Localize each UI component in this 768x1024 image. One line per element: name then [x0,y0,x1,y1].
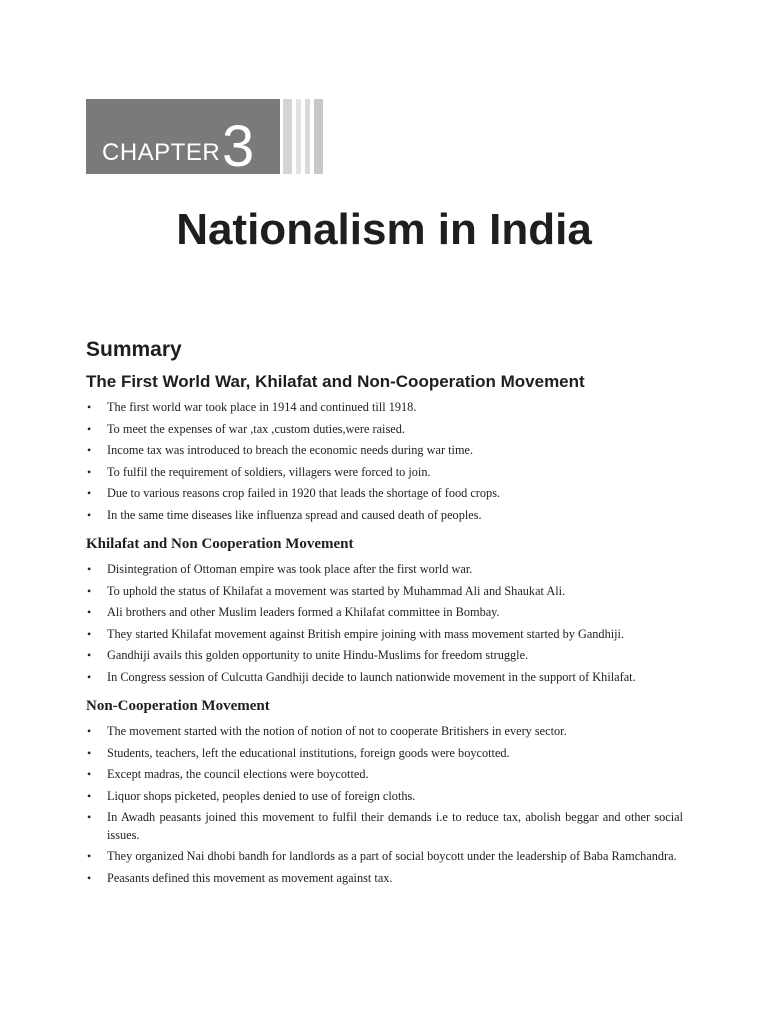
decorative-stripe [283,99,292,174]
list-item: • Ali brothers and other Muslim leaders formed a Khilafat committee in Bombay. [86,604,683,622]
list-item: • To meet the expenses of war ,tax ,custom duties,were raised. [86,421,683,439]
decorative-stripe [314,99,323,174]
decorative-stripe [296,99,301,174]
section-heading: The First World War, Khilafat and Non-Cooperation Movement [86,372,585,391]
list-item: • In Awadh peasants joined this movement to fulfil their demands i.e to reduce tax, abolish beggar and other social issues. [86,809,683,844]
chapter-summary [86,338,683,891]
summary-heading: Summary [86,338,182,361]
list-item: • They organized Nai dhobi bandh for landlords as a part of social boycott under the leadership of Baba Ramchandra. [86,848,683,866]
list-item: • Due to various reasons crop failed in 1920 that leads the shortage of food crops. [86,485,683,503]
list-item: • Disintegration of Ottoman empire was took place after the first world war. [86,561,683,579]
list-item: • Liquor shops picketed, peoples denied to use of foreign cloths. [86,788,683,806]
list-item: • In Congress session of Culcutta Gandhiji decide to launch nationwide movement in the support of Khilafat. [86,669,683,687]
bullet-list [86,723,683,887]
list-item: • To uphold the status of Khilafat a movement was started by Muhammad Ali and Shaukat Ali. [86,583,683,601]
list-item: • Gandhiji avails this golden opportunity to unite Hindu-Muslims for freedom struggle. [86,647,683,665]
list-item: • They started Khilafat movement against British empire joining with mass movement started by Gandhiji. [86,626,683,644]
chapter-label: CHAPTER [102,139,221,166]
chapter-number: 3 [222,114,255,179]
list-item: • Except madras, the council elections were boycotted. [86,766,683,784]
bullet-list [86,561,683,686]
bullet-list [86,399,683,524]
chapter-banner [86,99,280,179]
list-item: • To fulfil the requirement of soldiers, villagers were forced to join. [86,464,683,482]
list-item: • The movement started with the notion of notion of not to cooperate Britishers in every sector. [86,723,683,741]
page-title: Nationalism in India [176,205,592,254]
section-heading: Khilafat and Non Cooperation Movement [86,536,354,552]
list-item: • Students, teachers, left the educational institutions, foreign goods were boycotted. [86,745,683,763]
list-item: • The first world war took place in 1914 and continued till 1918. [86,399,683,417]
list-item: • In the same time diseases like influenza spread and caused death of peoples. [86,507,683,525]
list-item: • Income tax was introduced to breach the economic needs during war time. [86,442,683,460]
list-item: • Peasants defined this movement as movement against tax. [86,870,683,888]
section-heading: Non-Cooperation Movement [86,698,270,714]
decorative-stripe [305,99,310,174]
